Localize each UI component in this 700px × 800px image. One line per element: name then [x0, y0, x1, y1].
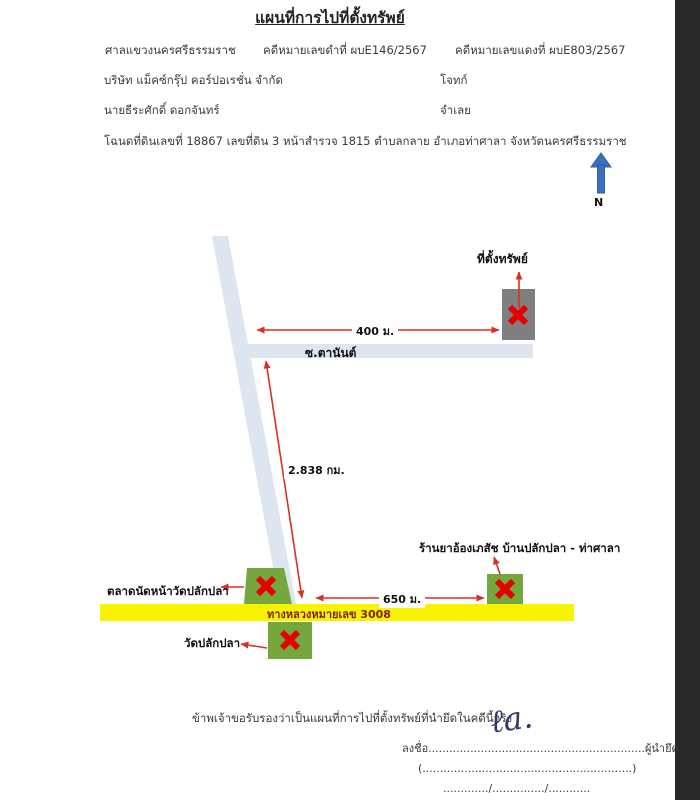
temple-pointer-arrow: [241, 644, 267, 648]
temple-label: วัดปลักปลา: [184, 636, 241, 650]
north-arrow-icon: [588, 152, 614, 196]
pharmacy-label: ร้านยาอ้องเภสัช บ้านปลักปลา - ท่าศาลา: [419, 541, 621, 555]
soi-tanan-label: ซ.ตานันต์: [305, 346, 357, 360]
plaintiff-role: โจทก์: [440, 73, 468, 87]
location-map: [0, 230, 700, 670]
defendant-name: นายธีระศักดิ์ ดอกจันทร์: [104, 103, 220, 117]
name-line: (............................................................): [418, 762, 637, 775]
case-number-black: คดีหมายเลขดำที่ ผบE146/2567: [263, 43, 427, 57]
court-name: ศาลแขวงนครศรีธรรมราช: [105, 43, 236, 57]
deed-info: โฉนดที่ดินเลขที่ 18867 เลขที่ดิน 3 หน้าสำรวจ 1815 ตำบลกลาย อำเภอท่าศาลา จังหวัดนครศรีธรรมราช: [104, 134, 627, 148]
plaintiff-name: บริษัท แม็คซ์กรุ๊ป คอร์ปอเรชั่น จำกัด: [104, 73, 283, 87]
highway-label: ทางหลวงหมายเลข 3008: [267, 608, 391, 621]
distance-2838km-label: 2.838 กม.: [284, 461, 349, 479]
market-label: ตลาดนัดหน้าวัดปลักปลา: [107, 584, 229, 598]
defendant-role: จำเลย: [440, 103, 471, 117]
signature-line: ลงชื่อ..............................................................ผู้นำยึด: [402, 742, 679, 755]
main-road: [212, 236, 296, 604]
distance-650m-label: 650 ม.: [379, 590, 425, 608]
pharmacy-pointer-arrow: [494, 557, 500, 574]
page-title: แผนที่การไปที่ตั้งทรัพย์: [255, 9, 405, 27]
case-number-red: คดีหมายเลขแดงที่ ผบE803/2567: [455, 43, 626, 57]
certification-statement: ข้าพเจ้าขอรับรองว่าเป็นแผนที่การไปที่ตั้งทรัพย์ที่นำยึดในคดีนี้จริง: [192, 711, 513, 725]
north-label: N: [594, 196, 604, 209]
distance-400m-label: 400 ม.: [352, 322, 398, 340]
handwritten-signature: ℓa.: [487, 697, 536, 741]
property-label: ที่ตั้งทรัพย์: [477, 252, 528, 266]
soi-tanan-road: [240, 344, 533, 358]
date-line: ............./.............../............: [443, 782, 591, 795]
